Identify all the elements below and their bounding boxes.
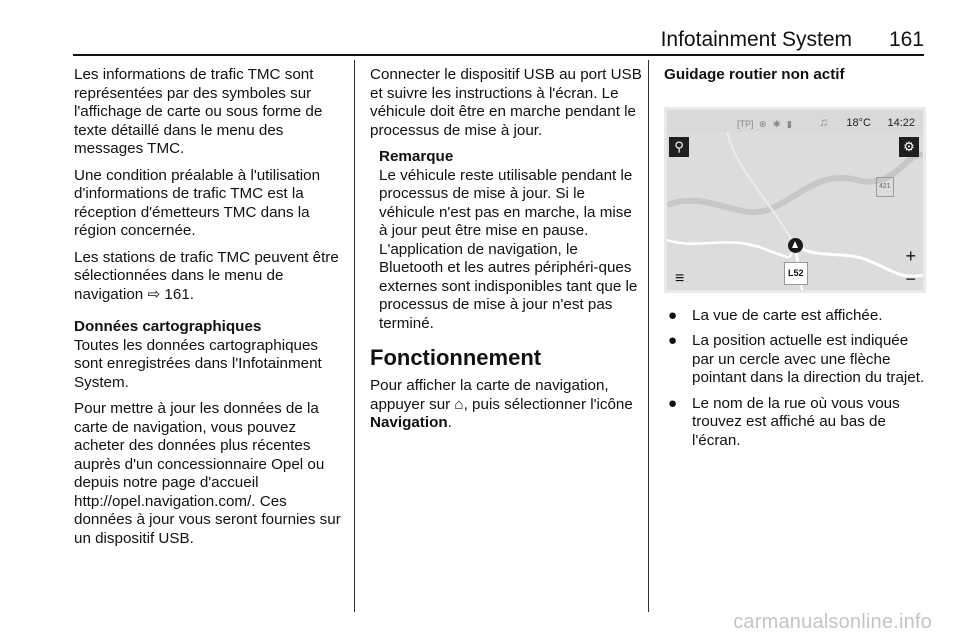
paragraph-tmc-display: Les informations de trafic TMC sont représentées par des symboles sur l'affichage de carte ou sous forme de texte détaillé dans le menu des messages TMC. — [74, 66, 323, 157]
clock: 14:22 — [887, 116, 915, 129]
watermark: carmanualsonline.info — [733, 611, 932, 633]
battery-icon: ▮ — [787, 118, 792, 129]
list-item — [664, 395, 926, 451]
column-divider-1 — [354, 60, 355, 612]
current-position-arrow-icon — [788, 238, 803, 253]
section-heading: Fonctionnement — [370, 345, 542, 370]
list-item-text: La vue de carte est affichée. — [692, 306, 883, 324]
bullet-icon: ● — [668, 306, 678, 324]
paragraph-tmc-condition: Une condition préalable à l'utilisation d'informations de trafic TMC est la réception d'émetteurs TMC dans la région concernée. — [74, 166, 321, 239]
page-header — [0, 26, 960, 56]
paragraph-tmc-stations — [74, 249, 344, 305]
map-view — [667, 110, 923, 290]
signal-icon: ⊕ — [759, 118, 767, 129]
zoom-in-button[interactable]: + — [905, 245, 916, 266]
search-icon: ⚲ — [674, 138, 684, 154]
menu-icon: ≡ — [675, 269, 685, 287]
note-block — [379, 148, 642, 333]
paragraph-map-update: Pour mettre à jour les données de la carte de navigation, vous pouvez acheter des données plus récentes auprès d'un concessionnaire Opel ou depuis notre page d'accueil http://opel.navigation.com/. Ces données à jour vous seront fournies sur un dispositif USB. — [74, 400, 341, 547]
feature-list — [664, 307, 926, 451]
tp-icon: [TP] — [737, 118, 754, 129]
bullet-icon: ● — [668, 332, 678, 349]
page-number: 161 — [888, 28, 924, 51]
operation-text-2: , puis sélectionner l'icône — [463, 395, 633, 413]
subheading-guidance-inactive: Guidage routier non actif — [664, 66, 845, 83]
column-divider-2 — [648, 60, 649, 612]
bullet-icon: ● — [668, 394, 678, 412]
navigation-label: Navigation — [370, 414, 448, 431]
column-3 — [664, 66, 926, 457]
page-reference[interactable]: 161. — [160, 285, 194, 303]
gear-icon: ⚙ — [903, 138, 915, 154]
column-2 — [370, 66, 642, 441]
paragraph-map-data-stored: Toutes les données cartographiques sont enregistrées dans l'Infotainment System. — [74, 336, 322, 391]
road-sign: 421 — [876, 177, 894, 198]
operation-text-1: Pour afficher la carte de navigation, appuyer sur — [370, 377, 609, 413]
navigation-screen-illustration — [664, 107, 926, 293]
note-text: Le véhicule reste utilisable pendant le processus de mise à jour. Si le véhicule n'est pas en marche, la mise à jour peut être mise en pause. L'application de navigation, le Bluetooth et les autres périphéri-ques externes sont indisponibles tant que le processus de mise à jour n'est pas terminé. — [379, 166, 638, 332]
header-title: Infotainment System — [660, 28, 852, 51]
column-1 — [74, 66, 344, 556]
music-icon: ♫ — [819, 114, 828, 129]
zoom-out-button[interactable]: − — [905, 268, 916, 289]
list-item — [664, 307, 926, 326]
list-item-text: Le nom de la rue où vous vous trouvez est affiché au bas de l'écran. — [692, 394, 900, 449]
subheading-map-data: Données cartographiques — [74, 318, 262, 335]
status-bar — [667, 110, 923, 132]
settings-button[interactable] — [899, 137, 919, 157]
header-divider — [73, 54, 924, 56]
menu-button[interactable] — [675, 270, 684, 288]
operation-text-3: . — [447, 414, 452, 431]
temperature: 18°C — [846, 116, 871, 129]
list-item — [664, 332, 926, 388]
note-title: Remarque — [379, 148, 454, 165]
list-item-text: La position actuelle est indiquée par un cercle avec une flèche pointant dans la direction du trajet. — [692, 332, 925, 386]
paragraph-operation — [370, 377, 642, 433]
search-button[interactable] — [669, 137, 689, 157]
page-reference-icon: ⇨ — [147, 285, 161, 303]
paragraph-usb-connect: Connecter le dispositif USB au port USB et suivre les instructions à l'écran. Le véhicule doit être en marche pendant le processus de mise à jour. — [370, 66, 642, 139]
home-icon: ⌂ — [454, 395, 464, 413]
tmc-stations-text: Les stations de trafic TMC peuvent être sélectionnées dans le menu de navigation — [74, 248, 339, 303]
street-name-label: L52 — [784, 262, 808, 285]
bluetooth-icon: ✱ — [773, 118, 781, 129]
